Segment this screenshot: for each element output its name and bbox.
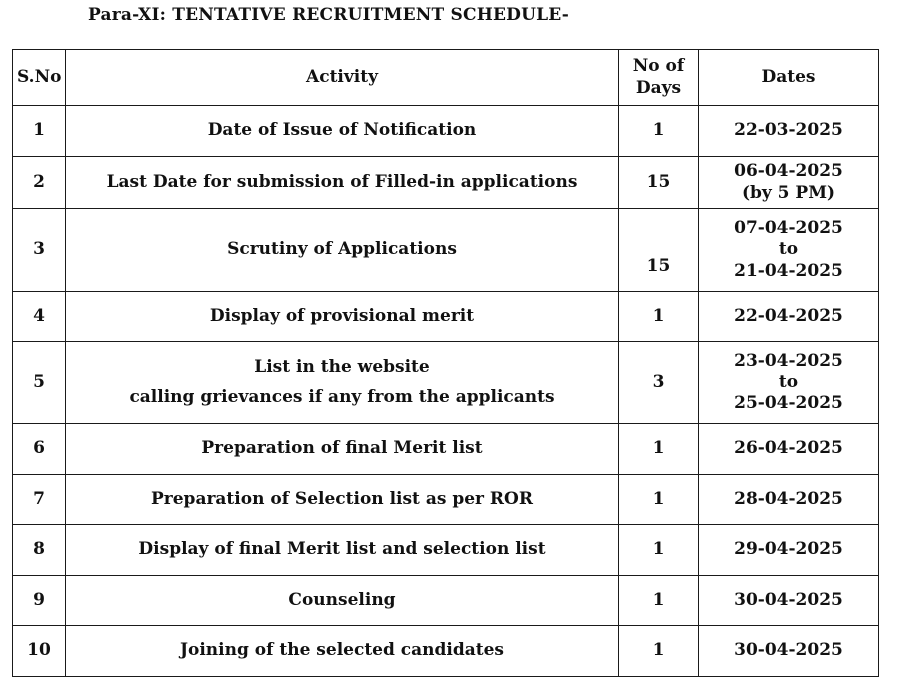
table-header-row: [13, 50, 879, 106]
cell-dates: [699, 424, 879, 475]
cell-activity: [66, 209, 619, 292]
date-line: 06-04-2025: [734, 161, 843, 182]
cell-activity: [66, 576, 619, 626]
cell-days: 1: [619, 475, 699, 525]
cell-sno: 6: [13, 424, 66, 475]
date-line: 22-04-2025: [734, 305, 843, 326]
cell-sno: 9: [13, 576, 66, 626]
cell-sno: 7: [13, 475, 66, 525]
date-line: 21-04-2025: [734, 260, 843, 281]
cell-dates: [699, 525, 879, 576]
header-days-line2: Days: [635, 77, 682, 98]
table-row: [13, 292, 879, 342]
cell-activity: [66, 525, 619, 576]
activity-line: Preparation of Selection list as per ROR: [151, 488, 533, 509]
cell-activity: [66, 424, 619, 475]
cell-days: 1: [619, 424, 699, 475]
cell-activity: [66, 157, 619, 209]
cell-sno: 3: [13, 209, 66, 292]
cell-dates: [699, 209, 879, 292]
cell-days: 1: [619, 525, 699, 576]
cell-dates: [699, 157, 879, 209]
date-line: 29-04-2025: [734, 539, 843, 560]
page-title: Para-XI: TENTATIVE RECRUITMENT SCHEDULE-: [88, 5, 569, 25]
table-row: [13, 626, 879, 677]
table-row: [13, 525, 879, 576]
table-row: [13, 209, 879, 292]
date-line: to: [778, 371, 799, 392]
activity-line: Last Date for submission of Filled-in applications: [106, 171, 578, 192]
table-row: [13, 106, 879, 157]
table-row: [13, 475, 879, 525]
table-row: [13, 576, 879, 626]
table-row: [13, 157, 879, 209]
header-activity: Activity: [66, 50, 619, 106]
cell-sno: 2: [13, 157, 66, 209]
cell-days: 15: [619, 209, 699, 292]
activity-line: Date of Issue of Notification: [207, 120, 477, 141]
date-line: 28-04-2025: [734, 488, 843, 509]
date-line: 26-04-2025: [734, 438, 843, 459]
table-row: [13, 424, 879, 475]
cell-dates: [699, 626, 879, 677]
cell-sno: 8: [13, 525, 66, 576]
date-line: to: [778, 239, 799, 260]
cell-activity: [66, 475, 619, 525]
cell-days: 1: [619, 106, 699, 157]
cell-dates: [699, 292, 879, 342]
date-line: 30-04-2025: [734, 589, 843, 610]
cell-activity: [66, 342, 619, 424]
cell-sno: 4: [13, 292, 66, 342]
date-line: 30-04-2025: [734, 640, 843, 661]
header-days-line1: No of: [632, 56, 685, 77]
activity-line: Display of provisional merit: [209, 305, 475, 326]
cell-activity: [66, 292, 619, 342]
header-dates: Dates: [699, 50, 879, 106]
cell-activity: [66, 626, 619, 677]
activity-line: Preparation of final Merit list: [201, 438, 483, 459]
cell-days: 1: [619, 576, 699, 626]
cell-sno: 10: [13, 626, 66, 677]
header-days: [619, 50, 699, 106]
cell-sno: 1: [13, 106, 66, 157]
cell-sno: 5: [13, 342, 66, 424]
cell-dates: [699, 342, 879, 424]
date-line: 23-04-2025: [734, 350, 843, 371]
activity-line: calling grievances if any from the applicants: [129, 386, 555, 407]
activity-line: Joining of the selected candidates: [179, 640, 505, 661]
header-sno: S.No: [13, 50, 66, 106]
cell-dates: [699, 106, 879, 157]
date-line: 07-04-2025: [734, 218, 843, 239]
activity-line: Scrutiny of Applications: [227, 239, 457, 260]
date-line: 22-03-2025: [734, 120, 843, 141]
date-line: (by 5 PM): [741, 182, 836, 203]
cell-days: 1: [619, 626, 699, 677]
activity-line: Display of final Merit list and selection list: [138, 539, 546, 560]
recruitment-schedule-table: [12, 49, 879, 677]
cell-dates: [699, 576, 879, 626]
cell-days: 3: [619, 342, 699, 424]
activity-line: Counseling: [288, 589, 396, 610]
activity-line: List in the website: [254, 357, 430, 378]
cell-activity: [66, 106, 619, 157]
date-line: 25-04-2025: [734, 393, 843, 414]
cell-days: 15: [619, 157, 699, 209]
table-row: [13, 342, 879, 424]
cell-dates: [699, 475, 879, 525]
cell-days: 1: [619, 292, 699, 342]
